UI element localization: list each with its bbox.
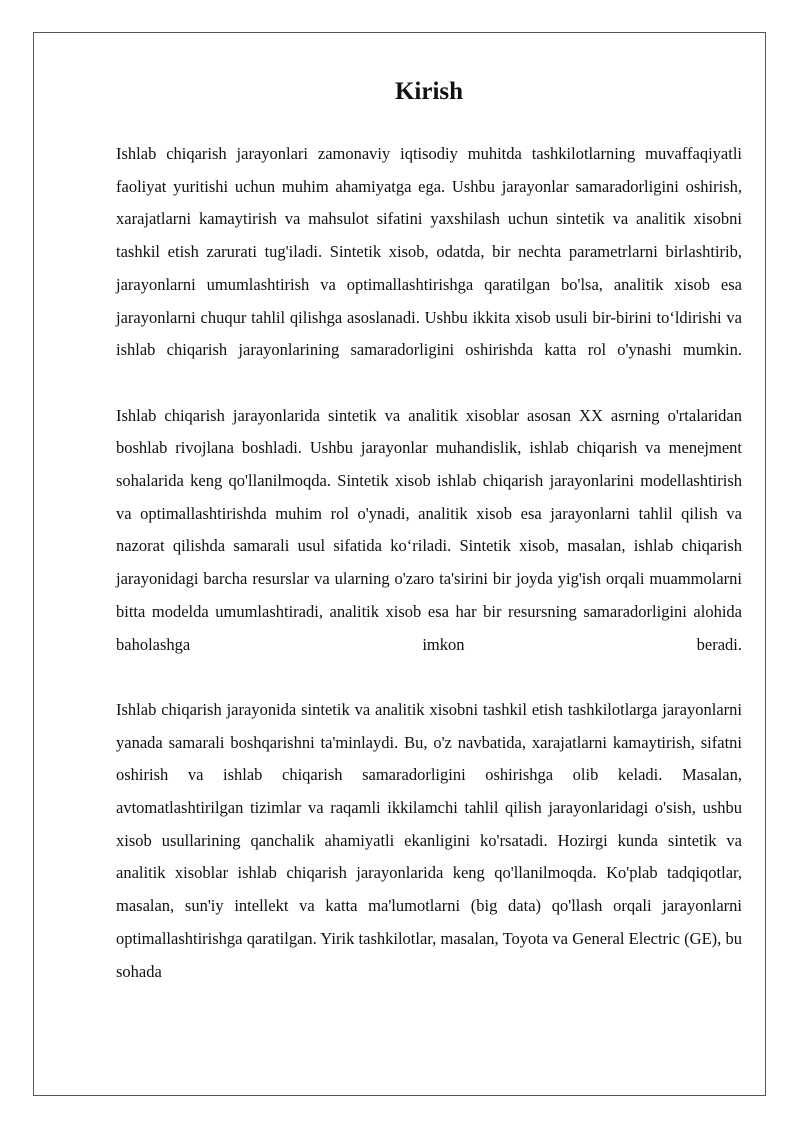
document-body — [116, 74, 742, 988]
paragraph-2: Ishlab chiqarish jarayonlarida sintetik va analitik xisoblar asosan XX asrning o'rtalaridan boshlab rivojlana boshladi. Ushbu jarayonlar muhandislik, ishlab chiqarish va menejment sohalarida keng qo'llanilmoqda. Sintetik xisob ishlab chiqarish jarayonlarini modellashtirish va optimallashtirishda muhim rol o'ynadi, analitik xisob esa jarayonlarni tahlil qilish va nazorat qilishda samarali usul sifatida ko‘riladi. Sintetik xisob, masalan, ishlab chiqarish jarayonidagi barcha resurslar va ularning o'zaro ta'sirini bir joyda yig'ish orqali muammolarni bitta modelda umumlashtiradi, analitik xisob esa har bir resursning samaradorligini alohida baholashga imkon beradi. — [116, 405, 742, 654]
paragraph-3: Ishlab chiqarish jarayonida sintetik va analitik xisobni tashkil etish tashkilotlarga jarayonlarni yanada samarali boshqarishni ta'minlaydi. Bu, o'z navbatida, xarajatlarni kamaytirish, sifatni oshirish va ishlab chiqarish samaradorligini oshirishga olib keladi. Masalan, avtomatlashtirilgan tizimlar va raqamli ikkilamchi tahlil qilish jarayonlaridagi o'sish, ushbu xisob usullarining qanchalik ahamiyatli ekanligini ko'rsatadi. Hozirgi kunda sintetik va analitik xisoblar ishlab chiqarish jarayonlarida keng qo'llanilmoqda. Ko'plab tadqiqotlar, masalan, sun'iy intellekt va katta ma'lumotlarni (big data) qo'llash orqali jarayonlarni optimallashtirishga qaratilgan. Yirik tashkilotlar, masalan, Toyota va General Electric (GE), bu sohada — [116, 699, 742, 981]
paragraph-1: Ishlab chiqarish jarayonlari zamonaviy iqtisodiy muhitda tashkilotlarning muvaffaqiyatli faoliyat yuritishi uchun muhim ahamiyatga ega. Ushbu jarayonlar samaradorligini oshirish, xarajatlarni kamaytirish va mahsulot sifatini yaxshilash uchun sintetik va analitik xisobni tashkil etish zarurati tug'iladi. Sintetik xisob, odatda, bir nechta parametrlarni birlashtirib, jarayonlarni umumlashtirish va optimallashtirishga qaratilgan bo'lsa, analitik xisob esa jarayonlarni chuqur tahlil qilishga asoslanadi. Ushbu ikkita xisob usuli bir-birini to‘ldirishi va ishlab chiqarish jarayonlarining samaradorligini oshirishda katta rol o'ynashi mumkin. — [116, 144, 742, 360]
document-title: Kirish — [394, 78, 464, 105]
